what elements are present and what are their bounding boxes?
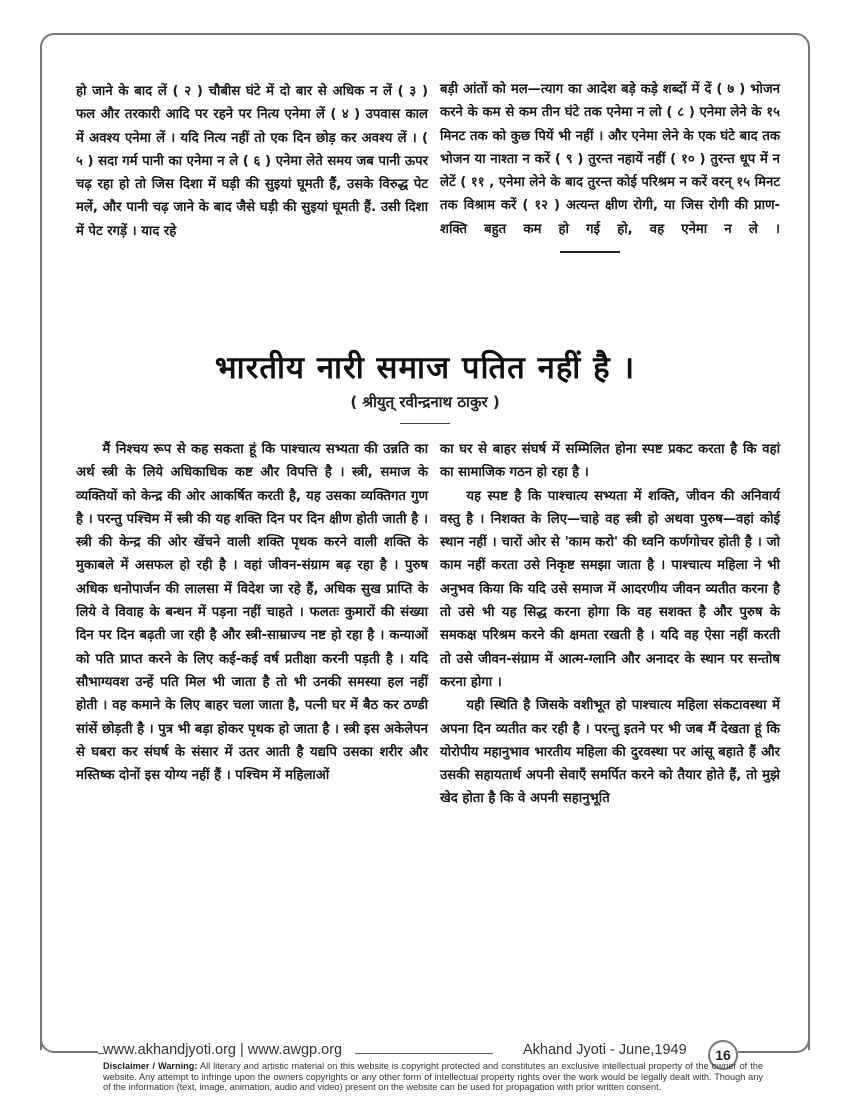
article-paragraph: मैं निश्चय रूप से कह सकता हूं कि पाश्चात्य सभ्यता की उन्नति का अर्थ स्त्री के लिये अधिकाधिक कष्ट और विपत्ति है । स्त्री, समाज के व्यक्तियों को केन्द्र की ओर आकर्षित करती है, यह उसका व्यक्तिगत गुण है । परन्तु पश्चिम में स्त्री की यह शक्ति दिन पर दिन क्षीण होती जाती है । स्त्री की केन्द्र की ओर खेंचने वाली शक्ति पृथक करने वाली शक्ति के मुकाबले में असफल हो रही है । वहां जीवन-संग्राम बढ़ रहा है । पुरुष अधिक धनोपार्जन की लालसा में विदेश जा रहे हैं, अधिक सुख प्राप्ति के लिये वे विवाह के बन्धन में पड़ना नहीं चाहते । फलतः कुमारों की संख्या दिन पर दिन बढ़ती जा रही है और स्त्री-साम्राज्य नष्ट हो रहा है । कन्याओं को पति प्राप्त करने के लिए कई-कई वर्ष प्रतीक्षा करनी पड़ती है । यदि सौभाग्यवश उन्हें पति मिल भी जाता है तो भी उनकी समस्या हल नहीं होती । वह कमाने के लिए बाहर चला जाता है, पत्नी घर में बैठ कर ठण्डी सांसें छोड़ती है । पुत्र भी बड़ा होकर पृथक हो जाता है । स्त्री इस अकेलेपन से घबरा कर संघर्ष के संसार में उतर आती है यद्यपि उसका शरीर और मस्तिष्क दोनों इस योग्य नहीं हैं । पश्चिम में महिलाओं xyxy=(76,442,428,784)
footer-magazine-issue: Akhand Jyoti - June,1949 xyxy=(523,1042,687,1058)
previous-article-left-column xyxy=(76,80,428,243)
previous-article-right-column xyxy=(440,78,780,264)
article-title: भारतीय नारी समाज पतित नहीं है । xyxy=(214,350,636,386)
previous-article-left-text: हो जाने के बाद लें ( २ ) चौबीस घंटे में दो बार से अधिक न लें ( ३ ) फल और तरकारी आदि पर रहने पर नित्य एनेमा लें ( ४ ) उपवास काल में अवश्य एनेमा लें । यदि नित्य नहीं तो एक दिन छोड़ कर अवश्य लें । ( ५ ) सदा गर्म पानी का एनेमा न ले ( ६ ) एनेमा लेते समय जब पानी ऊपर चढ़ रहा हो तो जिस दिशा में घड़ी की सुइयां घूमती हैं, उसके विरुद्ध पेट मलें, और पानी चढ़ जाने के बाद जैसे घड़ी की सुइयां घूमती हैं. उसी दिशा में पेट रगड़ें । याद रहे xyxy=(76,84,428,239)
article-left-column xyxy=(76,438,428,787)
title-divider xyxy=(400,423,450,424)
disclaimer-label: Disclaimer / Warning: xyxy=(103,1061,198,1071)
page-frame-bottom-right xyxy=(738,1020,810,1053)
footer-disclaimer xyxy=(103,1061,763,1093)
page-number-badge: 16 xyxy=(708,1040,738,1070)
article-paragraph: का घर से बाहर संघर्ष में सम्मिलित होना स्पष्ट प्रकट करता है कि वहां का सामाजिक गठन हो रहा है । xyxy=(440,442,780,481)
disclaimer-text: All literary and artistic material on this website is copyright protected and constitutes an exclusive intellectual property of the owner of the website. Any attempt to infringe upon the owners copyrights or any other form of intellectual property rights over the work would be legally dealt with. Though any of the information (text, image, animation, audio and video) present on the website can be used for propagation with prior written consent. xyxy=(103,1061,763,1092)
article-byline: ( श्रीयुत् रवीन्द्रनाथ ठाकुर ) xyxy=(350,393,500,411)
section-end-rule xyxy=(560,251,620,253)
previous-article-right-text: बड़ी आंतों को मल—त्याग का आदेश बड़े कड़े शब्दों में दें ( ७ ) भोजन करने के कम से कम तीन घंटे तक एनेमा न लो ( ८ ) एनेमा लेने के १५ मिनट तक को कुछ पियें भी नहीं । और एनेमा लेने के एक घंटे बाद तक भोजन या नाश्ता न करें ( ९ ) तुरन्त नहायें नहीं ( १० ) तुरन्त धूप में न लेटें ( ११ , एनेमा लेने के बाद तुरन्त कोई परिश्रम न करें वरन् १५ मिनट तक विश्राम करें ( १२ ) अत्यन्त क्षीण रोगी, या जिस रोगी की प्राण-शक्ति बहुत कम हो गई हो, वह एनेमा न ले । xyxy=(440,78,780,264)
footer-rule-middle xyxy=(355,1053,493,1054)
article-paragraph: यह स्पष्ट है कि पाश्चात्य सभ्यता में शक्ति, जीवन की अनिवार्य वस्तु है । निशक्त के लिए—चाहे वह स्त्री हो अथवा पुरुष—वहां कोई स्थान नहीं । चारों ओर से 'काम करो' की ध्वनि कर्णगोचर होती है । जो काम नहीं करता उसे निकृष्ट समझा जाता है । पाश्चात्य महिला ने भी अनुभव किया कि यदि उसे समाज में आदरणीय जीवन व्यतीत करना है तो उसे भी यह सिद्ध करना होगा कि वह सशक्त है और पुरुष के समकक्ष परिश्रम करने की क्षमता रखती है । यदि वह ऐसा नहीं करती तो उसे जीवन-संग्राम में आत्म-ग्लानि और अनादर के स्थान पर सन्तोष करना होगा । xyxy=(440,488,780,690)
footer-website-links[interactable]: www.akhandjyoti.org | www.awgp.org xyxy=(103,1042,343,1058)
article-right-column xyxy=(440,438,780,811)
page-frame-bottom-left xyxy=(40,1020,98,1053)
article-paragraph: यही स्थिति है जिसके वशीभूत हो पाश्चात्य महिला संकटावस्था में अपना दिन व्यतीत कर रही है । परन्तु इतने पर भी जब मैं देखता हूं कि योरोपीय महानुभाव भारतीय महिला की दुरवस्था पर आंसू बहाते हैं और उसकी सहायतार्थ अपनी सेवाएँ समर्पित करने को तैयार होते हैं, तो मुझे खेद होता है कि वे अपनी सहानुभूति xyxy=(440,698,780,807)
